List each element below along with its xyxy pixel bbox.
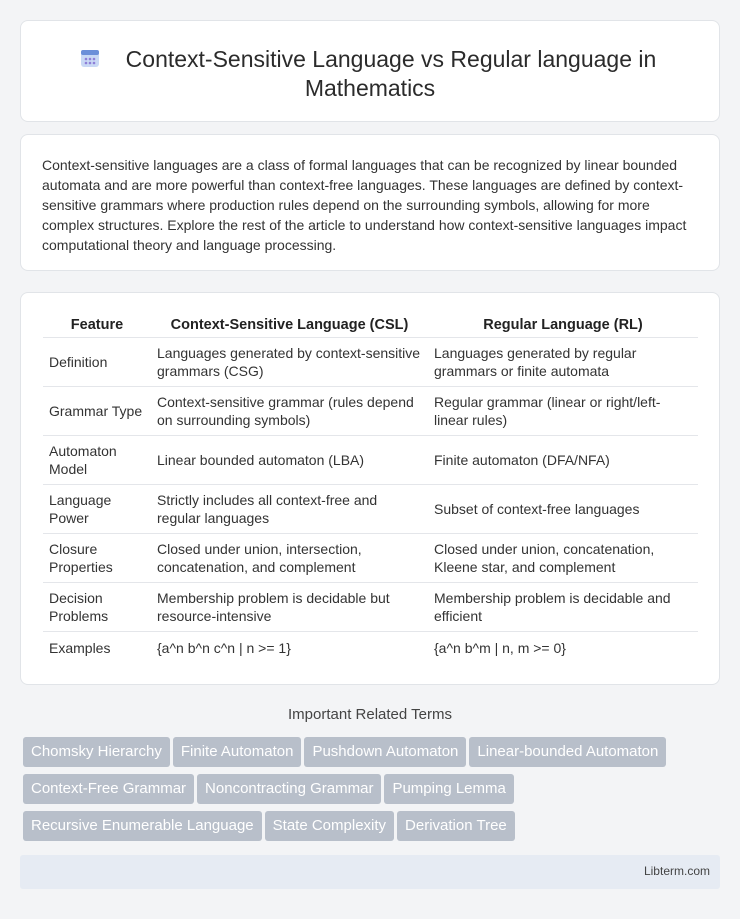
comparison-card [20, 292, 720, 685]
row-feature: Closure Properties [43, 533, 151, 582]
footer-site-link[interactable]: Libterm.com [643, 864, 710, 878]
related-term-tag[interactable]: Pushdown Automaton [304, 737, 466, 767]
related-term-tag[interactable]: Linear-bounded Automaton [469, 737, 666, 767]
row-csl: Linear bounded automaton (LBA) [151, 435, 428, 484]
row-feature: Decision Problems [43, 582, 151, 631]
table-row [43, 582, 698, 631]
header-feature: Feature [43, 313, 151, 337]
related-term-tag[interactable]: Finite Automaton [173, 737, 302, 767]
row-rl: {a^n b^m | n, m >= 0} [434, 639, 566, 656]
table-row [43, 337, 698, 386]
row-csl: {a^n b^n c^n | n >= 1} [157, 639, 291, 656]
page-title-line-1: Context-Sensitive Language vs Regular language in [125, 46, 657, 72]
row-feature: Grammar Type [43, 386, 151, 435]
related-term-tag[interactable]: Chomsky Hierarchy [23, 737, 170, 767]
table-row [43, 533, 698, 582]
comparison-table [43, 313, 698, 664]
related-term-tag[interactable]: Pumping Lemma [384, 774, 513, 804]
row-feature: Language Power [43, 484, 151, 533]
related-term-tag[interactable]: State Complexity [265, 811, 394, 841]
row-rl: Regular grammar (linear or right/left-linear rules) [428, 386, 698, 435]
related-term-tag[interactable]: Context-Free Grammar [23, 774, 194, 804]
row-rl: Subset of context-free languages [428, 484, 698, 533]
header-rl: Regular Language (RL) [428, 313, 698, 337]
row-csl: Languages generated by context-sensitive grammars (CSG) [151, 337, 428, 386]
intro-card [20, 134, 720, 271]
page-title [21, 45, 719, 103]
row-feature: Definition [43, 337, 151, 386]
row-csl: Context-sensitive grammar (rules depend on surrounding symbols) [151, 386, 428, 435]
related-terms-list [23, 737, 723, 848]
table-row [43, 631, 698, 664]
related-terms-title: Important Related Terms [288, 706, 452, 723]
title-card [20, 20, 720, 122]
row-csl: Strictly includes all context-free and regular languages [151, 484, 428, 533]
table-row [43, 386, 698, 435]
row-rl: Finite automaton (DFA/NFA) [428, 435, 698, 484]
table-row [43, 435, 698, 484]
page-title-line-2: Mathematics [304, 75, 436, 101]
row-rl: Membership problem is decidable and efficient [428, 582, 698, 631]
row-feature: Automaton Model [43, 435, 151, 484]
row-rl: Closed under union, concatenation, Kleene star, and complement [428, 533, 698, 582]
intro-paragraph: Context-sensitive languages are a class of formal languages that can be recognized by linear bounded automata and are more powerful than context-free languages. These languages are defined by context-sensitive grammars where production rules depend on the surrounding symbols, allowing for more complex structures. Explore the rest of the article to understand how context-sensitive languages impact computational theory and language processing. [42, 157, 687, 253]
header-csl: Context-Sensitive Language (CSL) [151, 313, 428, 337]
related-term-tag[interactable]: Derivation Tree [397, 811, 515, 841]
related-term-tag[interactable]: Recursive Enumerable Language [23, 811, 262, 841]
table-row [43, 484, 698, 533]
row-rl: Languages generated by regular grammars or finite automata [428, 337, 698, 386]
related-term-tag[interactable]: Noncontracting Grammar [197, 774, 381, 804]
row-feature: Examples [49, 639, 111, 656]
row-csl: Closed under union, intersection, concatenation, and complement [151, 533, 428, 582]
table-header-row [43, 313, 698, 337]
row-csl: Membership problem is decidable but resource-intensive [151, 582, 428, 631]
footer [20, 855, 720, 889]
